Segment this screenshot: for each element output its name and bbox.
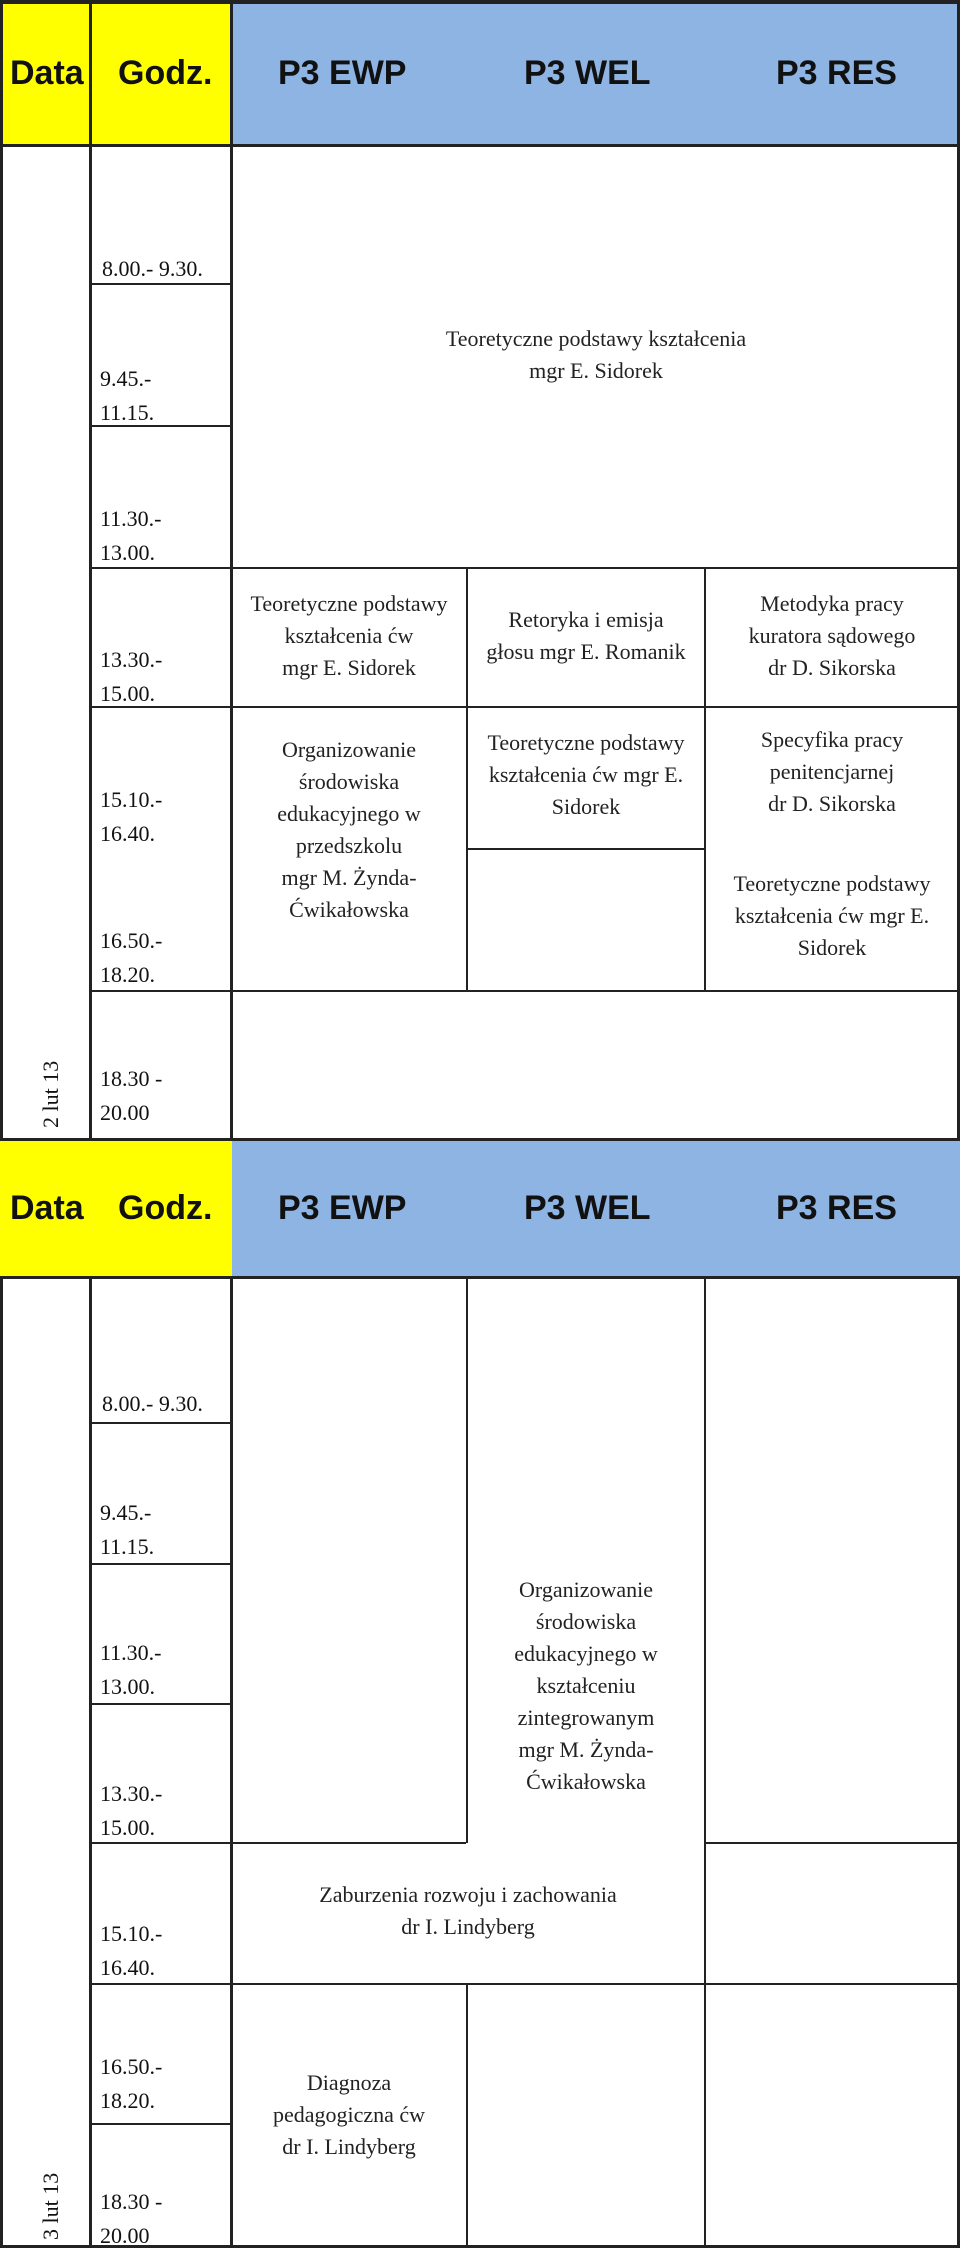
day1-time-5: 15.10.- 16.40. [100, 787, 163, 846]
day2-time-3: 11.30.- 13.00. [100, 1640, 162, 1699]
day2-time-6: 16.50.- 18.20. [100, 2054, 163, 2113]
day2-time-5: 15.10.- 16.40. [100, 1921, 163, 1980]
day2-time-1: 8.00.- 9.30. [102, 1391, 203, 1416]
day2-time-4: 13.30.- 15.00. [100, 1781, 163, 1840]
header2-col-wel: P3 WEL [524, 1189, 651, 1227]
header2-date: Data [10, 1189, 84, 1227]
header2-col-res: P3 RES [776, 1189, 897, 1227]
day1-cell-ewp-1510: Organizowanie środowiska edukacyjnego w przedszkolu mgr M. Żynda- Ćwikałowska [277, 737, 421, 922]
day1-cell-wel-1510: Teoretyczne podstawy kształcenia ćw mgr E. Sidorek [487, 730, 685, 819]
day1-cell-all-945: Teoretyczne podstawy kształcenia mgr E. Sidorek [445, 326, 747, 383]
header-yellow-block [0, 0, 232, 146]
day1-cell-res-1510: Specyfika pracy penitencjarnej dr D. Sikorska [760, 727, 904, 816]
header-col-wel: P3 WEL [524, 54, 651, 92]
day2-cell-ewpwel-1510: Zaburzenia rozwoju i zachowania dr I. Lindyberg [319, 1882, 617, 1939]
day1-time-6: 16.50.- 18.20. [100, 928, 163, 987]
day2-cell-ewp-1650: Diagnoza pedagogiczna ćw dr I. Lindyberg [272, 2070, 426, 2159]
header2-yellow-block [0, 1141, 232, 1277]
day2-time-7: 18.30 - 20.00 [100, 2189, 163, 2248]
day1-cell-res-1330: Metodyka pracy kuratora sądowego dr D. Sikorska [748, 591, 916, 680]
header2-col-ewp: P3 EWP [278, 1189, 407, 1227]
header-col-res: P3 RES [776, 54, 897, 92]
day1-cell-wel-1330: Retoryka i emisja głosu mgr E. Romanik [486, 607, 686, 664]
day1-date: 2 lut 13 [38, 1060, 63, 1128]
header-time: Godz. [118, 54, 213, 92]
day1-cell-ewp-1330: Teoretyczne podstawy kształcenia ćw mgr E. Sidorek [250, 591, 448, 680]
header2-blue-block [232, 1141, 960, 1277]
header2-time: Godz. [118, 1189, 213, 1227]
day2-cell-wel-1130: Organizowanie środowiska edukacyjnego w kształceniu zintegrowanym mgr M. Żynda- Ćwikałowska [514, 1577, 658, 1794]
day2-time-2: 9.45.- 11.15. [100, 1500, 155, 1559]
day1-cell-res-1650: Teoretyczne podstawy kształcenia ćw mgr E. Sidorek [733, 871, 931, 960]
day1-time-2: 9.45.- 11.15. [100, 366, 155, 425]
day1-time-1: 8.00.- 9.30. [102, 256, 203, 281]
header-col-ewp: P3 EWP [278, 54, 407, 92]
day1-time-4: 13.30.- 15.00. [100, 647, 163, 706]
header-date: Data [10, 54, 84, 92]
day1-time-7: 18.30 - 20.00 [100, 1066, 163, 1125]
day2-date: 3 lut 13 [38, 2172, 63, 2240]
header-blue-block [232, 0, 960, 146]
day1-time-3: 11.30.- 13.00. [100, 506, 162, 565]
